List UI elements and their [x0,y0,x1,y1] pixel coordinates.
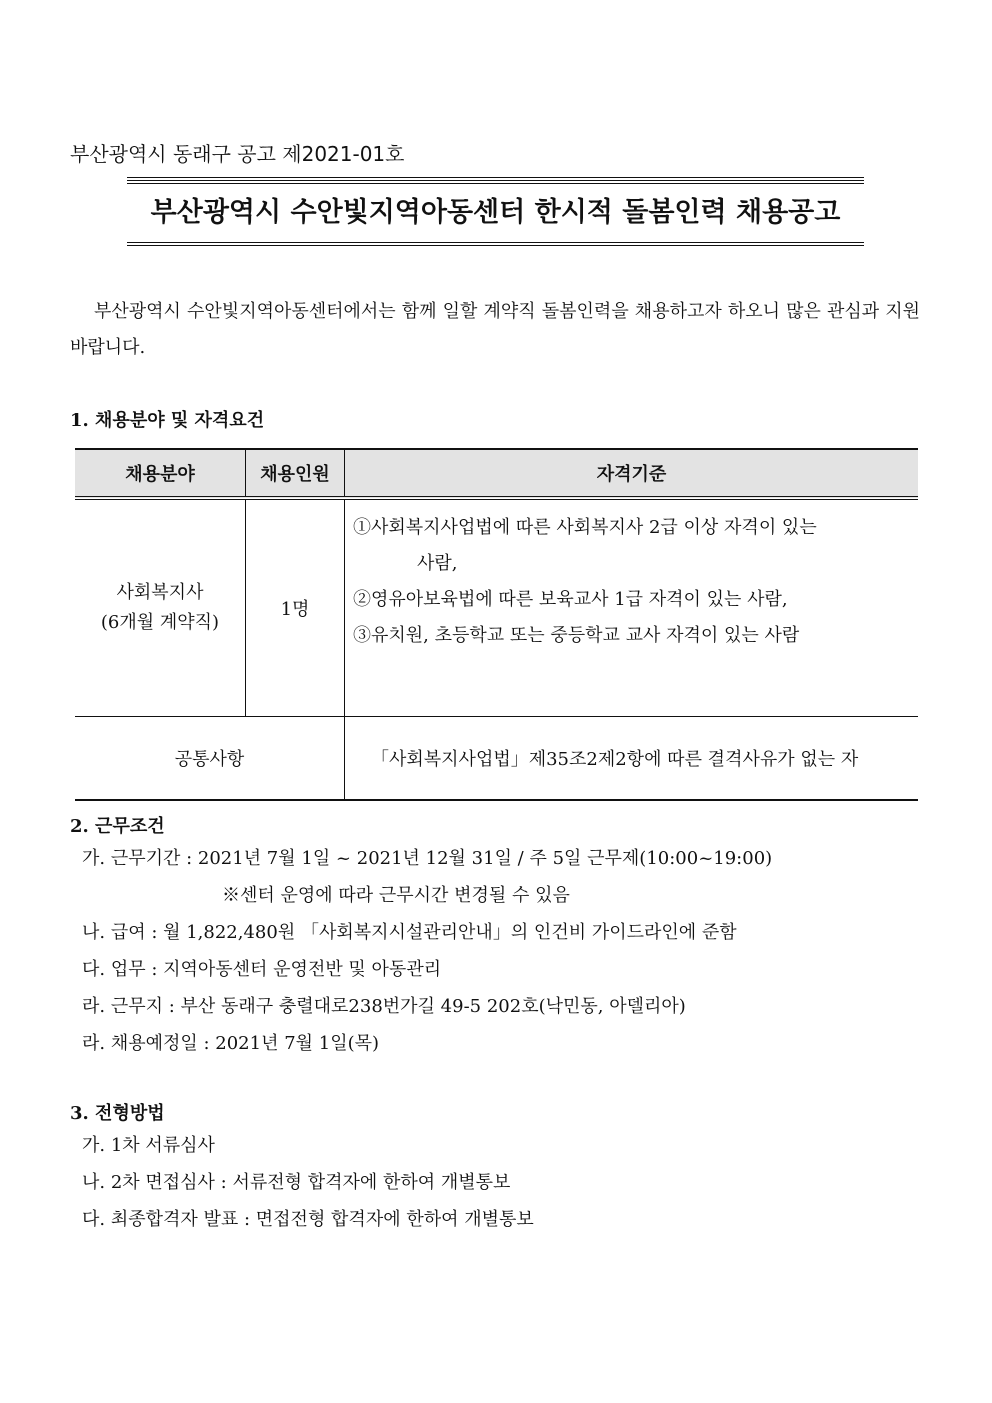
qualification-2: ②영유아보육법에 따른 보육교사 1급 자격이 있는 사람, [353,589,788,610]
qualification-cell [345,498,919,717]
header-field: 채용분야 [75,449,246,498]
section1-heading: 1. 채용분야 및 자격요건 [70,410,265,431]
common-text: 「사회복지사업법」제35조2제2항에 따른 결격사유가 없는 자 [345,717,919,801]
list-item: 나. 급여 : 월 1,822,480원 「사회복지시설관리안내」의 인건비 가이드라인에 준함 [82,922,737,943]
qualification-1-continued: 사람, [417,553,458,574]
section2-list [82,840,772,1062]
list-note: ※센터 운영에 따라 근무시간 변경될 수 있음 [222,885,570,906]
count-cell: 1명 [246,498,345,717]
list-item: 나. 2차 면접심사 : 서류전형 합격자에 한하여 개별통보 [82,1172,511,1193]
header-count: 채용인원 [246,449,345,498]
qualification-3: ③유치원, 초등학교 또는 중등학교 교사 자격이 있는 사람 [353,625,800,646]
list-item: 다. 업무 : 지역아동센터 운영전반 및 아동관리 [82,959,442,980]
notice-number: 부산광역시 동래구 공고 제2021-01호 [70,142,405,166]
header-qualification: 자격기준 [345,449,919,498]
list-item: 라. 채용예정일 : 2021년 7월 1일(목) [82,1033,380,1054]
requirements-table [75,448,918,801]
field-cell [75,498,246,717]
list-item: 다. 최종합격자 발표 : 면접전형 합격자에 한하여 개별통보 [82,1209,534,1230]
section3-heading: 3. 전형방법 [70,1103,165,1124]
qualification-1: ①사회복지사업법에 따른 사회복지사 2급 이상 자격이 있는 [353,517,817,538]
intro-paragraph: 부산광역시 수안빛지역아동센터에서는 함께 일할 계약직 돌봄인력을 채용하고자 하오니 많은 관심과 지원바랍니다. [70,301,920,358]
table-row [75,498,918,717]
page-title: 부산광역시 수안빛지역아동센터 한시적 돌봄인력 채용공고 [150,197,841,228]
table-header-row [75,449,918,498]
table-row [75,717,918,801]
section3-list [82,1127,534,1238]
list-item: 가. 1차 서류심사 [82,1135,215,1156]
list-item: 라. 근무지 : 부산 동래구 충렬대로238번가길 49-5 202호(낙민동, 아델리아) [82,996,686,1017]
list-item: 가. 근무기간 : 2021년 7월 1일 ~ 2021년 12월 31일 / 주 5일 근무제(10:00~19:00) [82,848,773,869]
section2-heading: 2. 근무조건 [70,816,165,837]
field-contract: (6개월 계약직) [100,612,220,633]
field-name: 사회복지사 [116,582,204,603]
common-label: 공통사항 [75,717,345,801]
